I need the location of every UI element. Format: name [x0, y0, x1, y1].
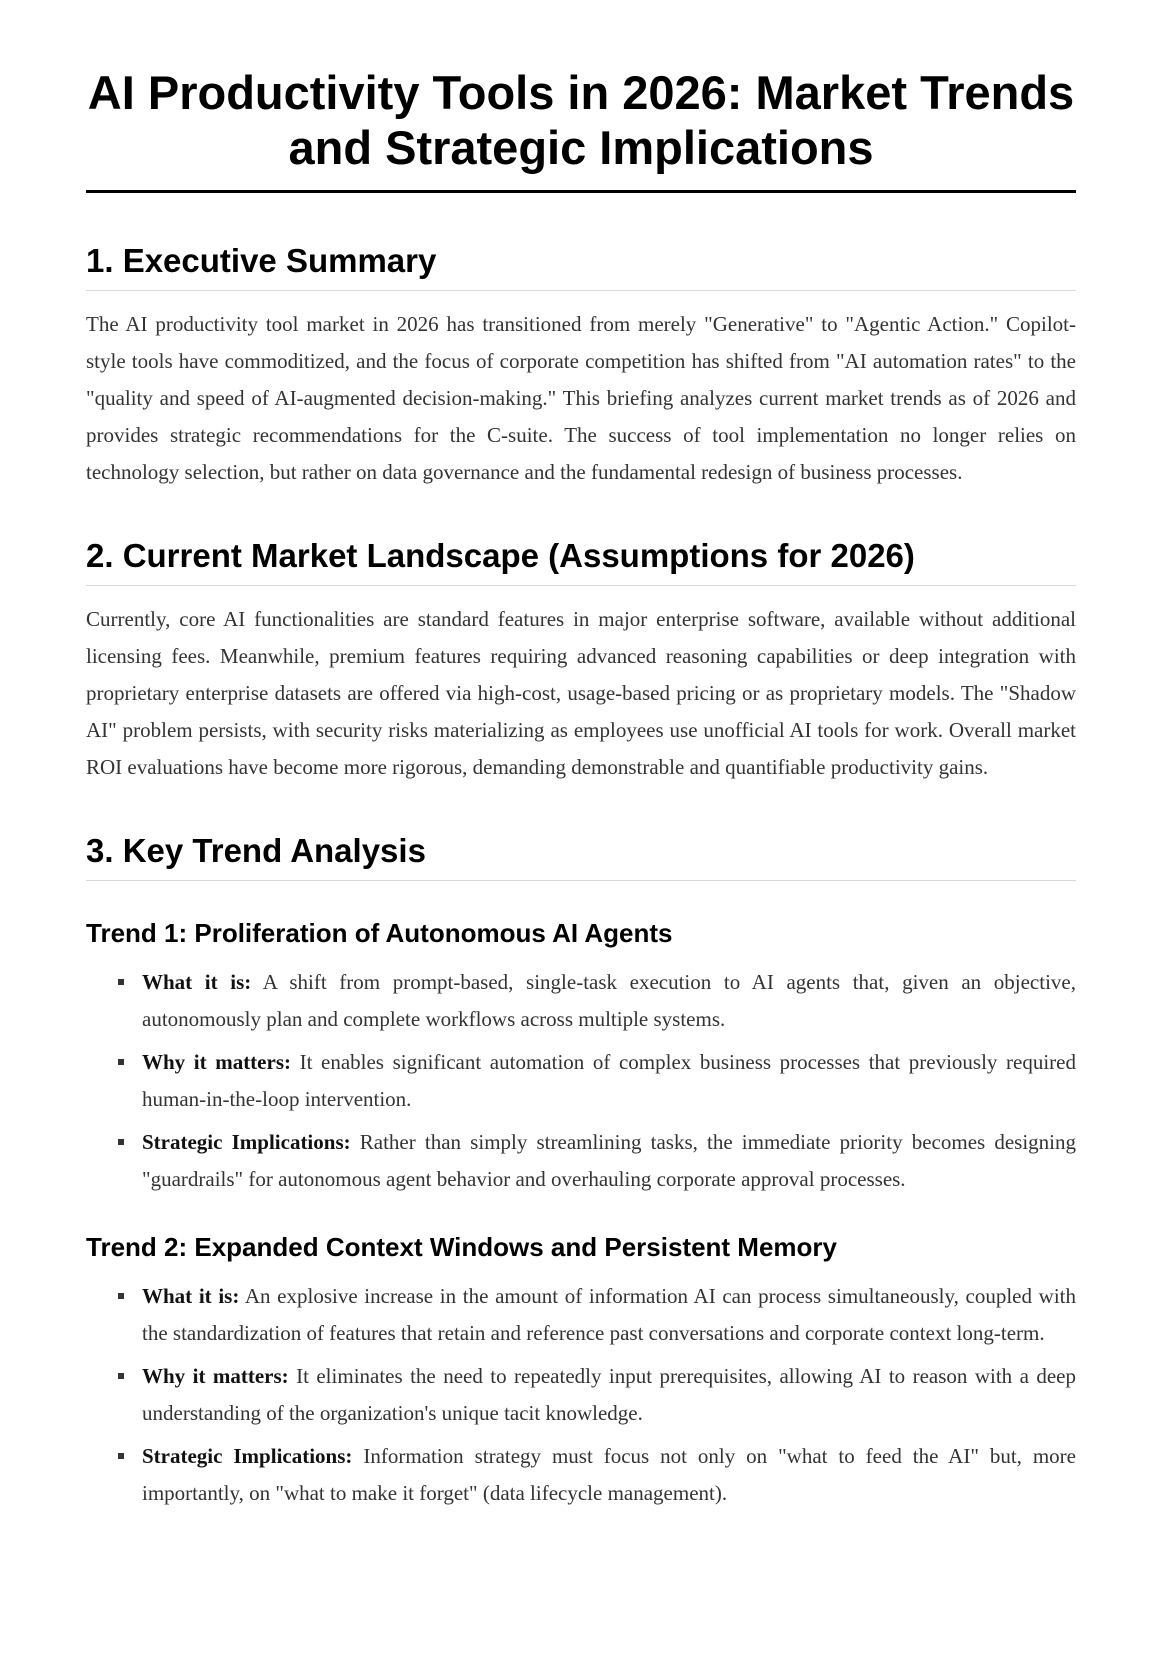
section-heading-key-trend-analysis: 3. Key Trend Analysis [86, 831, 1076, 881]
document-page [86, 0, 1076, 1512]
trend-1-heading: Trend 1: Proliferation of Autonomous AI Agents [86, 918, 673, 948]
square-bullet-icon [118, 1373, 124, 1379]
square-bullet-icon [118, 1293, 124, 1299]
item-label: Strategic Implications: [142, 1444, 353, 1468]
item-label: Why it matters: [142, 1364, 289, 1388]
list-item [86, 1124, 1076, 1198]
list-item [86, 964, 1076, 1038]
item-text: It enables significant automation of complex business processes that previously required human-in-the-loop intervention. [142, 1050, 1076, 1111]
item-text: An explosive increase in the amount of information AI can process simultaneously, coupled with the standardization of features that retain and reference past conversations and corporate context long-term. [142, 1284, 1076, 1345]
list-item [86, 1278, 1076, 1352]
section-heading-executive-summary: 1. Executive Summary [86, 241, 1076, 291]
square-bullet-icon [118, 1139, 124, 1145]
document-title: AI Productivity Tools in 2026: Market Trends and Strategic Implications [86, 65, 1076, 193]
list-item [86, 1438, 1076, 1512]
trend-2-heading: Trend 2: Expanded Context Windows and Persistent Memory [86, 1232, 838, 1262]
item-text: A shift from prompt-based, single-task execution to AI agents that, given an objective, autonomously plan and complete workflows across multiple systems. [142, 970, 1076, 1031]
market-landscape-paragraph: Currently, core AI functionalities are standard features in major enterprise software, available without additional licensing fees. Meanwhile, premium features requiring advanced reasoning capabilities or deep integration with proprietary enterprise datasets are offered via high-cost, usage-based pricing or as proprietary models. The "Shadow AI" problem persists, with security risks materializing as employees use unofficial AI tools for work. Overall market ROI evaluations have become more rigorous, demanding demonstrable and quantifiable productivity gains. [86, 607, 1076, 779]
executive-summary-paragraph: The AI productivity tool market in 2026 has transitioned from merely "Generative" to "Agentic Action." Copilot-style tools have commoditized, and the focus of corporate competition has shifted from "AI automation rates" to the "quality and speed of AI-augmented decision-making." This briefing analyzes current market trends as of 2026 and provides strategic recommendations for the C-suite. The success of tool implementation no longer relies on technology selection, but rather on data governance and the fundamental redesign of business processes. [86, 312, 1076, 484]
item-label: What it is: [142, 970, 252, 994]
item-text: Information strategy must focus not only on "what to feed the AI" but, more importantly, on "what to make it forget" (data lifecycle management). [142, 1444, 1076, 1505]
item-label: What it is: [142, 1284, 240, 1308]
list-item [86, 1044, 1076, 1118]
trend-1-list [86, 964, 1076, 1198]
section-heading-market-landscape: 2. Current Market Landscape (Assumptions for 2026) [86, 536, 1076, 586]
list-item [86, 1358, 1076, 1432]
square-bullet-icon [118, 1059, 124, 1065]
item-label: Why it matters: [142, 1050, 291, 1074]
item-text: Rather than simply streamlining tasks, the immediate priority becomes designing "guardrails" for autonomous agent behavior and overhauling corporate approval processes. [142, 1130, 1076, 1191]
trend-2-list [86, 1278, 1076, 1512]
item-label: Strategic Implications: [142, 1130, 351, 1154]
square-bullet-icon [118, 1453, 124, 1459]
square-bullet-icon [118, 979, 124, 985]
item-text: It eliminates the need to repeatedly input prerequisites, allowing AI to reason with a deep understanding of the organization's unique tacit knowledge. [142, 1364, 1077, 1425]
